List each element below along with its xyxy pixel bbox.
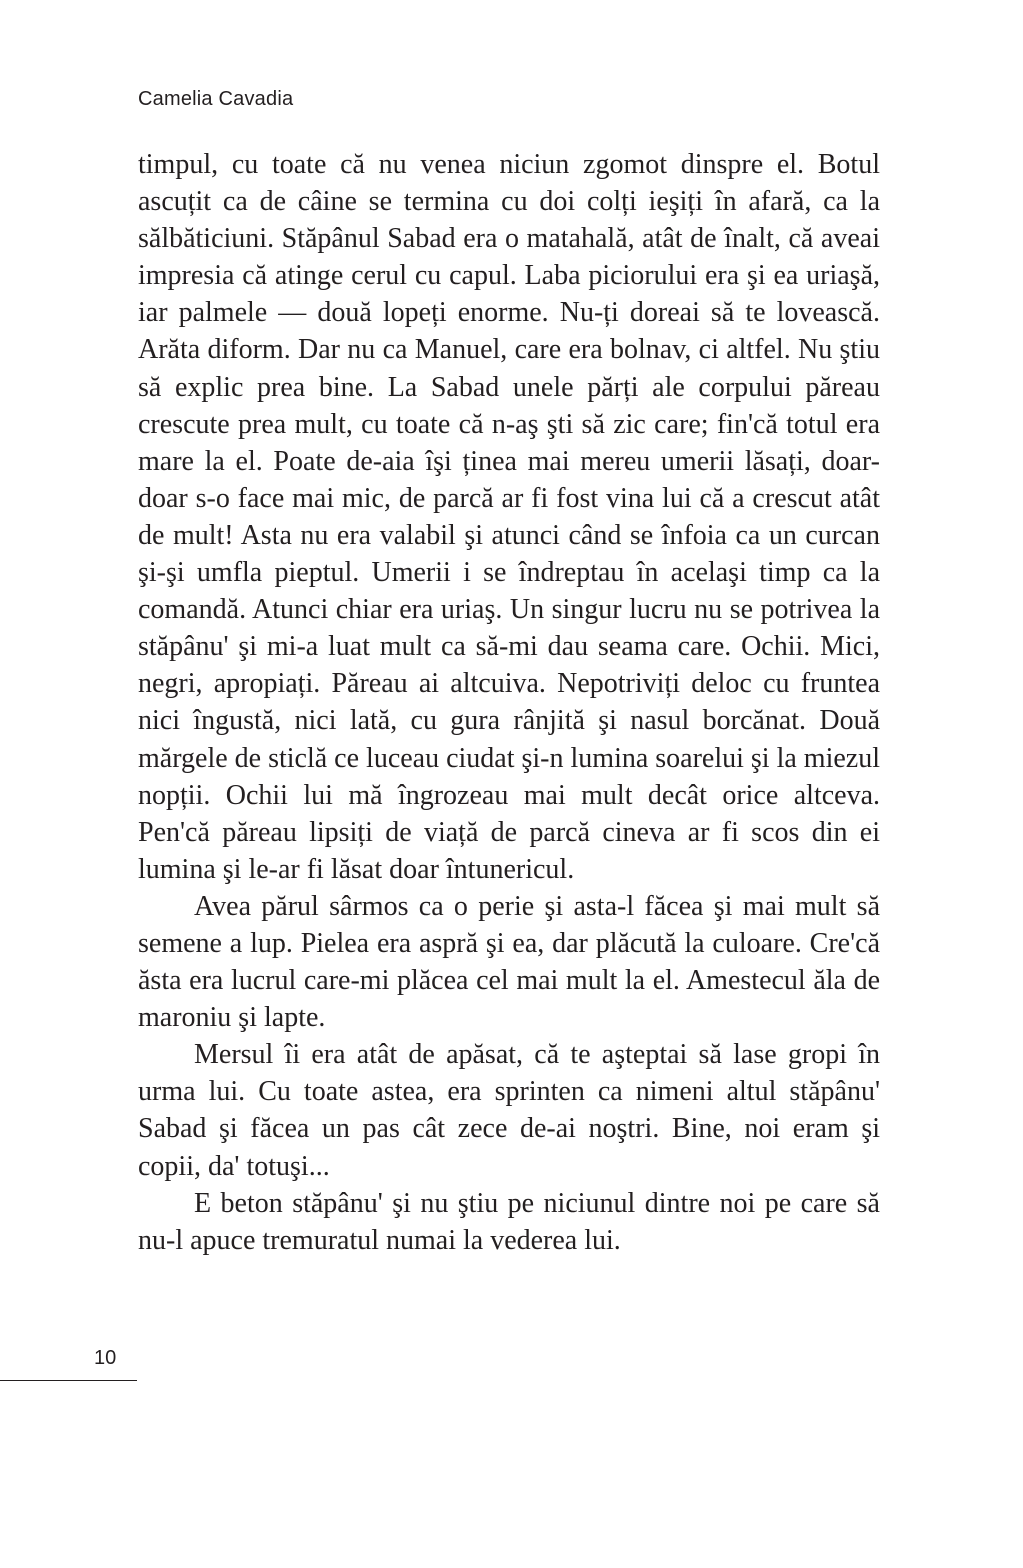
paragraph: timpul, cu toate că nu venea niciun zgomot dinspre el. Botul ascuțit ca de câine se termina cu doi colți ieşiți în afară, ca la sălbăticiuni. Stăpânul Sabad era o matahală, atât de înalt, că aveai impresia că atinge cerul cu capul. Laba piciorului era şi ea uriaşă, iar palmele — două lopeți enorme. Nu-ți doreai să te lovească. Arăta diform. Dar nu ca Manuel, care era bolnav, ci altfel. Nu ştiu să explic prea bine. La Sabad unele părți ale corpului păreau crescute prea mult, cu toate că n-aş şti să zic care; fin'că totul era mare la el. Poate de-aia îşi ținea mai mereu umerii lăsați, doar-doar s-o face mai mic, de parcă ar fi fost vina lui că a crescut atât de mult! Asta nu era valabil şi atunci când se înfoia ca un curcan şi-şi umfla pieptul. Umerii i se îndreptau în acelaşi timp ca la comandă. Atunci chiar era uriaş. Un singur lucru nu se potrivea la stăpânu' şi mi-a luat mult ca să-mi dau seama care. Ochii. Mici, negri, apropiați. Păreau ai altcuiva. Nepotriviți deloc cu fruntea nici îngustă, nici lată, cu gura rânjită şi nasul borcănat. Două mărgele de sticlă ce luceau ciudat şi-n lumina soarelui şi la miezul nopții. Ochii lui mă îngrozeau mai mult decât orice altceva. Pen'că păreau lipsiți de viață de parcă cineva ar fi scos din ei lumina şi le-ar fi lăsat doar întunericul. [138, 149, 880, 885]
paragraph: E beton stăpânu' şi nu ştiu pe niciunul dintre noi pe care să nu-l apuce tremuratul numai la vederea lui. [138, 1187, 880, 1256]
running-head: Camelia Cavadia [138, 88, 294, 110]
paragraph: Avea părul sârmos ca o perie şi asta-l făcea şi mai mult să semene a lup. Pielea era aspră şi ea, dar plăcută la culoare. Cre'că ăsta era lucrul care-mi plăcea cel mai mult la el. Amestecul ăla de maroniu şi lapte. [138, 890, 880, 1034]
body-text [138, 146, 880, 1259]
footer-rule [0, 1380, 137, 1381]
page-number: 10 [94, 1347, 117, 1369]
paragraph: Mersul îi era atât de apăsat, că te aşteptai să lase gropi în urma lui. Cu toate astea, era sprinten ca nimeni altul stăpânu' Sabad şi făcea un pas cât zece de-ai noştri. Bine, noi eram şi copii, da' totuşi... [138, 1039, 880, 1182]
